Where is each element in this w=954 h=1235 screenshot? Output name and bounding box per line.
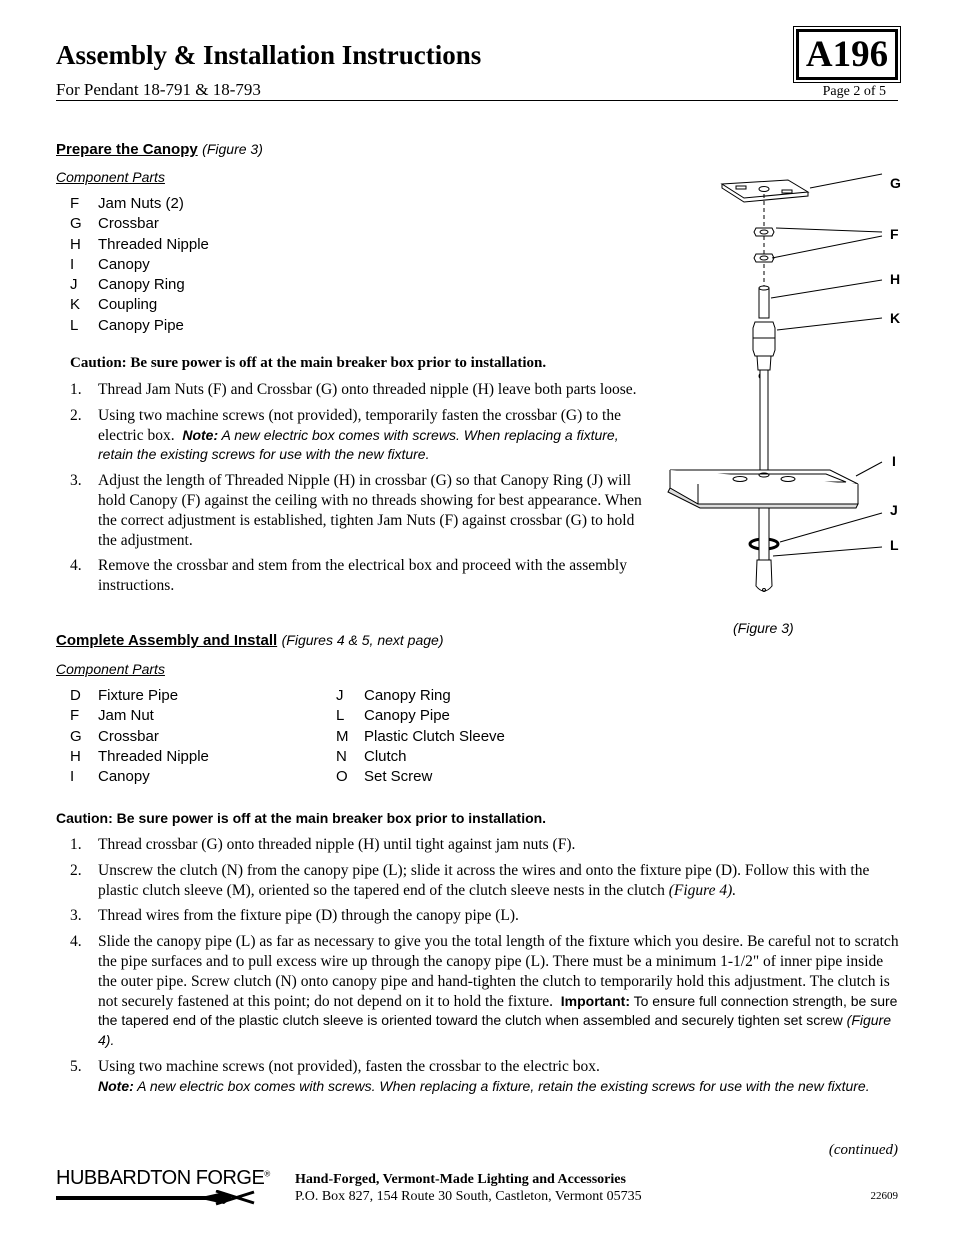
important-text: To ensure full connection strength, be sure the tapered end of the plastic clutch sleeve is oriented toward the clutch when assembled and securely tighten set screw — [98, 992, 898, 1029]
part-name: Canopy — [98, 255, 150, 273]
step-number: 1. — [70, 836, 82, 853]
part-name: Jam Nut — [98, 707, 154, 725]
part-row — [70, 235, 370, 255]
part-letter: H — [70, 747, 81, 765]
figure-ref: (Figure 4). — [664, 881, 737, 899]
part-letter: L — [336, 707, 345, 725]
part-row — [70, 255, 370, 275]
step-body — [98, 932, 904, 1051]
part-name: Set Screw — [364, 768, 433, 786]
part-row — [70, 747, 330, 767]
part-letter: L — [70, 316, 79, 334]
section2-parts-left — [70, 686, 330, 787]
step-item — [56, 861, 904, 901]
step-item — [56, 471, 642, 550]
nipple-top — [759, 286, 769, 290]
part-name: Fixture Pipe — [98, 687, 179, 704]
component-parts-label: Component Parts — [56, 169, 165, 185]
part-name: Canopy Pipe — [98, 316, 184, 334]
step-text: Thread wires from the fixture pipe (D) through the canopy pipe (L). — [98, 907, 519, 925]
part-letter: J — [70, 276, 78, 294]
part-name: Crossbar — [98, 727, 159, 745]
step-item — [56, 906, 904, 926]
part-row — [70, 214, 370, 234]
figure-3-diagram — [660, 170, 910, 610]
step-text: Using two machine screws (not provided), temporarily fasten the crossbar (G) to the electric box. — [98, 406, 621, 444]
part-name: Threaded Nipple — [98, 747, 209, 765]
part-name: Coupling — [98, 296, 158, 314]
part-name: Jam Nuts (2) — [98, 195, 184, 212]
step-item — [56, 932, 904, 1051]
step-item — [56, 380, 642, 400]
figure-ref: (Figure 4). — [98, 1012, 891, 1049]
canopy-pipe-end — [756, 560, 772, 591]
page-number: Page 2 of 5 — [822, 84, 886, 99]
step-text: Adjust the length of Threaded Nipple (H) in crossbar (G) so that Canopy Ring (J) will hold Canopy (F) against the ceiling with no threads showing for best appearance. When the correct adjustment is established, tighten Jam Nuts (F) against crossbar (G) to hold the adjustment. — [98, 472, 642, 549]
step-item — [56, 556, 642, 596]
logo-text: HUBBARDTON FORGE — [56, 1167, 265, 1189]
figure-label-g: G — [890, 175, 901, 191]
part-row — [336, 727, 596, 747]
step-number: 2. — [70, 861, 82, 879]
leader-line-i — [856, 462, 882, 476]
stem-pipe — [760, 370, 768, 480]
part-name: Canopy Pipe — [364, 707, 450, 725]
part-name: Plastic Clutch Sleeve — [364, 727, 505, 745]
part-row — [336, 747, 596, 767]
threaded-nipple-part — [759, 288, 769, 318]
step-body — [98, 1057, 904, 1097]
part-letter: G — [70, 727, 82, 745]
part-row — [70, 767, 330, 787]
part-letter: F — [70, 707, 80, 725]
leader-line-k — [777, 318, 882, 330]
header-rule — [56, 100, 898, 101]
step-item — [56, 406, 642, 465]
part-row — [336, 767, 596, 787]
page-subtitle: For Pendant 18-791 & 18-793 — [56, 80, 261, 99]
part-row — [336, 686, 596, 706]
note-text: A new electric box comes with screws. When replacing a fixture, retain the existing screws for use with the new fixture. — [98, 426, 619, 463]
section-figure-ref: (Figure 3) — [202, 141, 263, 157]
caution-text: Caution: Be sure power is off at the main breaker box prior to installation. — [70, 355, 547, 371]
step-number: 4. — [70, 933, 82, 951]
step-text: Using two machine screws (not provided), fasten the crossbar to the electric box. — [98, 1057, 600, 1075]
jam-nut-lower — [754, 254, 774, 262]
part-row — [336, 706, 596, 726]
part-letter: O — [336, 768, 348, 786]
note-label: Note: — [182, 426, 219, 443]
part-name: Canopy Ring — [364, 687, 451, 704]
step-number: 5. — [70, 1057, 82, 1075]
step-text: Remove the crossbar and stem from the electrical box and proceed with the assembly instructions. — [98, 557, 627, 595]
part-letter: M — [336, 727, 349, 745]
page-title: Assembly & Installation Instructions — [56, 40, 482, 70]
part-letter: I — [70, 768, 75, 786]
figure-label-j: J — [890, 502, 898, 518]
section-figure-ref: (Figures 4 & 5, next page) — [281, 632, 444, 648]
section-complete-assembly-heading — [56, 632, 444, 650]
figure-3-caption: (Figure 3) — [733, 620, 794, 636]
part-row — [70, 316, 370, 336]
coupling-part — [753, 322, 775, 356]
footer-doc-number: 22609 — [870, 1190, 898, 1202]
figure-label-k: K — [890, 310, 901, 326]
footer-tagline: Hand-Forged, Vermont-Made Lighting and Accessories — [295, 1172, 626, 1187]
section-prepare-canopy-heading — [56, 141, 263, 159]
part-row — [70, 706, 330, 726]
registered-mark: ® — [264, 1169, 270, 1179]
note-text: A new electric box comes with screws. When replacing a fixture, retain the existing screws for use with the new fixture. — [133, 1077, 870, 1094]
step-number: 3. — [70, 472, 82, 490]
part-row — [70, 295, 370, 315]
step-item — [56, 835, 904, 855]
footer-address: P.O. Box 827, 154 Route 30 South, Castleton, Vermont 05735 — [295, 1189, 642, 1204]
part-name: Threaded Nipple — [98, 235, 209, 253]
part-letter: N — [336, 747, 347, 765]
figure-label-l: L — [890, 537, 899, 553]
part-letter: D — [70, 687, 81, 704]
part-letter: J — [336, 687, 344, 704]
logo-tongs-icon — [56, 1190, 262, 1206]
step-text: Thread Jam Nuts (F) and Crossbar (G) onto threaded nipple (H) leave both parts loose. — [98, 381, 637, 398]
step-body — [98, 861, 904, 901]
step-number: 1. — [70, 381, 82, 398]
step-number: 4. — [70, 557, 82, 575]
caution-text: Caution: Be sure power is off at the main breaker box prior to installation. — [56, 810, 547, 826]
jam-nut-upper — [754, 228, 774, 236]
tongs-handle — [56, 1192, 232, 1204]
note-label: Note: — [98, 1077, 134, 1094]
figure-label-i: I — [892, 453, 896, 469]
leader-line-l — [773, 547, 882, 556]
leader-line-f — [776, 228, 882, 232]
step-note — [98, 1078, 870, 1094]
document-id-box: A196 — [796, 29, 898, 80]
section-heading-text: Prepare the Canopy — [56, 141, 198, 158]
leader-line-f2 — [772, 236, 882, 258]
important-label: Important: — [560, 992, 630, 1009]
part-letter: K — [70, 296, 81, 314]
step-text: Slide the canopy pipe (L) as far as necessary to give you the total length of the fixture which you desire. Be careful not to scratch the pipe surfaces and to pull excess wire up through the canopy pipe (L). There must be a minimum 1-1/2" of inner pipe inside the outer pipe. Screw clutch (N) onto canopy pipe and hand-tighten the clutch to temporarily hold this adjustment. The clutch is not securely fastened at this point; do not depend on it to hold the fixture. — [98, 933, 899, 1010]
crossbar-hole — [759, 187, 769, 192]
section1-steps — [56, 380, 642, 602]
step-item — [56, 1057, 904, 1097]
section1-parts-list — [70, 194, 370, 336]
section2-steps — [56, 835, 904, 1103]
part-name: Crossbar — [98, 215, 159, 233]
section2-parts-right — [336, 686, 596, 787]
part-letter: G — [70, 215, 82, 233]
part-letter: F — [70, 195, 80, 212]
leader-line-h — [771, 280, 882, 298]
step-text: Unscrew the clutch (N) from the canopy pipe (L); slide it across the wires and onto the fixture pipe (D). Follow this with the plastic clutch sleeve (M), oriented so the tapered end of the clutch sleeve nests in the clutch — [98, 861, 870, 899]
step-note — [98, 427, 619, 463]
section-heading-text: Complete Assembly and Install — [56, 632, 278, 649]
part-letter: I — [70, 255, 75, 273]
step-text: Thread crossbar (G) onto threaded nipple (H) until tight against jam nuts (F). — [98, 836, 576, 853]
part-letter: H — [70, 235, 81, 253]
coupling-neck — [757, 356, 771, 370]
continued-label: (continued) — [828, 1142, 898, 1158]
part-name: Clutch — [364, 747, 407, 765]
part-row — [70, 275, 370, 295]
part-row — [70, 727, 330, 747]
step-number: 2. — [70, 406, 82, 424]
figure-label-f: F — [890, 226, 899, 242]
step-body — [98, 406, 642, 465]
leader-line-g — [810, 174, 882, 188]
figure-label-h: H — [890, 271, 901, 287]
component-parts-label: Component Parts — [56, 661, 165, 677]
leader-line-j — [780, 513, 882, 542]
step-number: 3. — [70, 907, 82, 925]
hubbardton-forge-logo — [56, 1167, 270, 1190]
part-row — [70, 194, 370, 214]
part-name: Canopy Ring — [98, 276, 185, 294]
part-name: Canopy — [98, 768, 150, 786]
part-row — [70, 686, 330, 706]
